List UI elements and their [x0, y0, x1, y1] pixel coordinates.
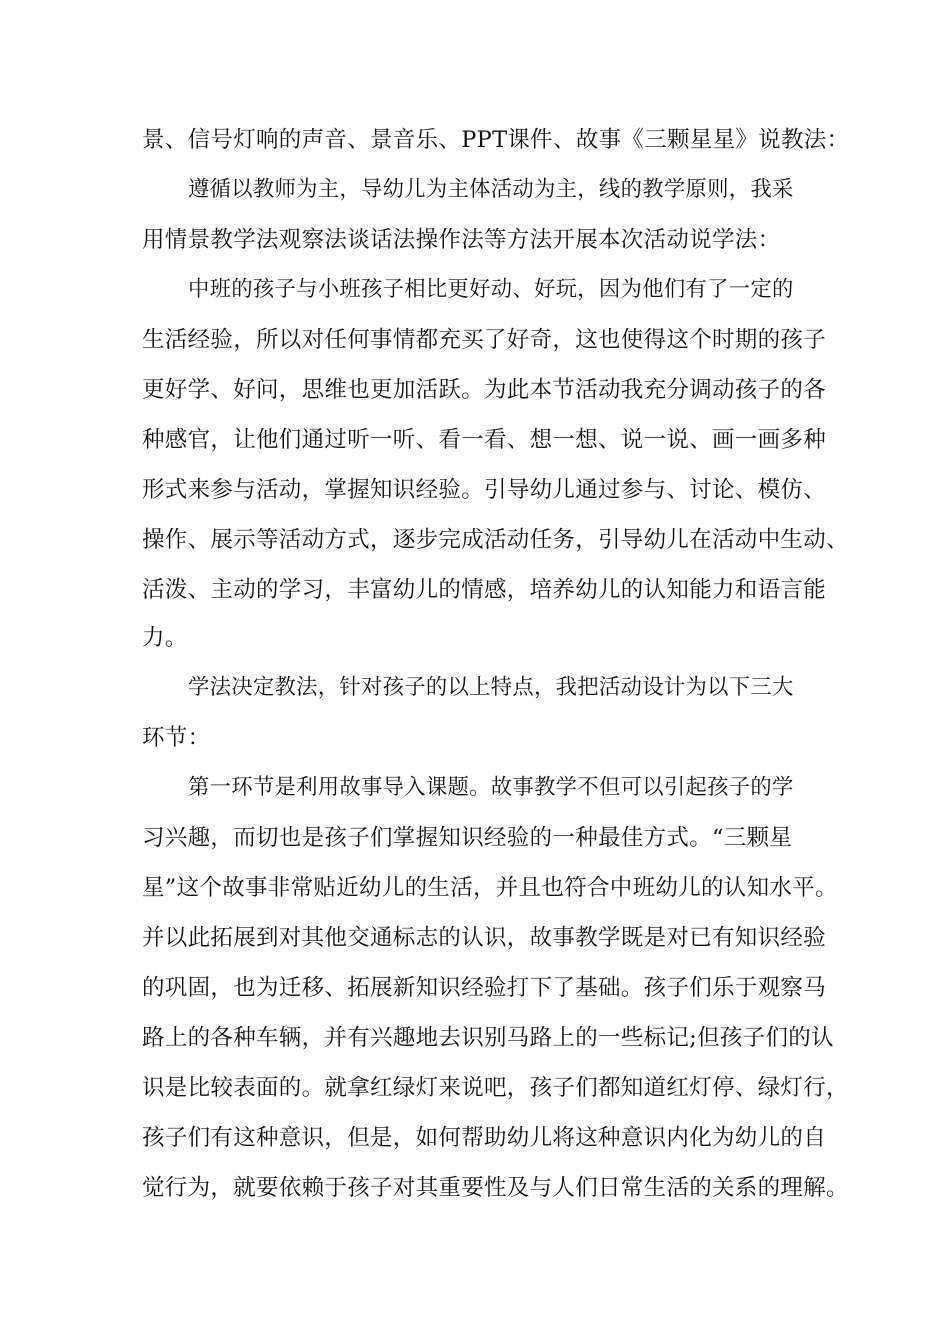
text-line: 识是比较表面的。就拿红绿灯来说吧，孩子们都知道红灯停、绿灯行，	[142, 1075, 849, 1101]
text-line: 并以此拓展到对其他交通标志的认识，故事教学既是对已有知识经验	[142, 925, 827, 951]
text-line: 操作、展示等活动方式，逐步完成活动任务，引导幼儿在活动中生动、	[142, 527, 849, 553]
text-line: 的巩固，也为迁移、拓展新知识经验打下了基础。孩子们乐于观察马	[142, 975, 827, 1001]
text-line: 生活经验，所以对任何事情都充买了好奇，这也使得这个时期的孩子	[142, 327, 827, 353]
text-line: 力。	[142, 625, 188, 651]
text-line: 形式来参与活动，掌握知识经验。引导幼儿通过参与、讨论、模仿、	[142, 477, 827, 503]
text-line: 觉行为，就要依赖于孩子对其重要性及与人们日常生活的关系的理解。	[142, 1175, 849, 1201]
text-line: 星”这个故事非常贴近幼儿的生活，并且也符合中班幼儿的认知水平。	[142, 875, 838, 901]
text-line: 孩子们有这种意识，但是，如何帮助幼儿将这种意识内化为幼儿的自	[142, 1125, 827, 1151]
text-line: 景、信号灯响的声音、景音乐、PPT课件、故事《三颗星星》说教法：	[142, 127, 850, 153]
text-line: 活泼、主动的学习，丰富幼儿的情感，培养幼儿的认知能力和语言能	[142, 577, 827, 603]
paragraph-first-line: 学法决定教法，针对孩子的以上特点，我把活动设计为以下三大	[188, 675, 794, 700]
paragraph-first-line: 中班的孩子与小班孩子相比更好动、好玩，因为他们有了一定的	[188, 277, 794, 302]
text-line: 种感官，让他们通过听一听、看一看、想一想、说一说、画一画多种	[142, 427, 827, 453]
text-line: 用情景教学法观察法谈话法操作法等方法开展本次活动说学法：	[142, 227, 781, 253]
text-line: 环节：	[142, 725, 211, 751]
paragraph-first-line: 第一环节是利用故事导入课题。故事教学不但可以引起孩子的学	[188, 775, 794, 800]
text-line: 习兴趣，而切也是孩子们掌握知识经验的一种最佳方式。“三颗星	[142, 825, 793, 851]
paragraph-first-line: 遵循以教师为主，导幼儿为主体活动为主，线的教学原则，我采	[188, 177, 794, 202]
text-line: 路上的各种车辆，并有兴趣地去识别马路上的一些标记;但孩子们的认	[142, 1025, 834, 1051]
text-line: 更好学、好问，思维也更加活跃。为此本节活动我充分调动孩子的各	[142, 377, 827, 403]
